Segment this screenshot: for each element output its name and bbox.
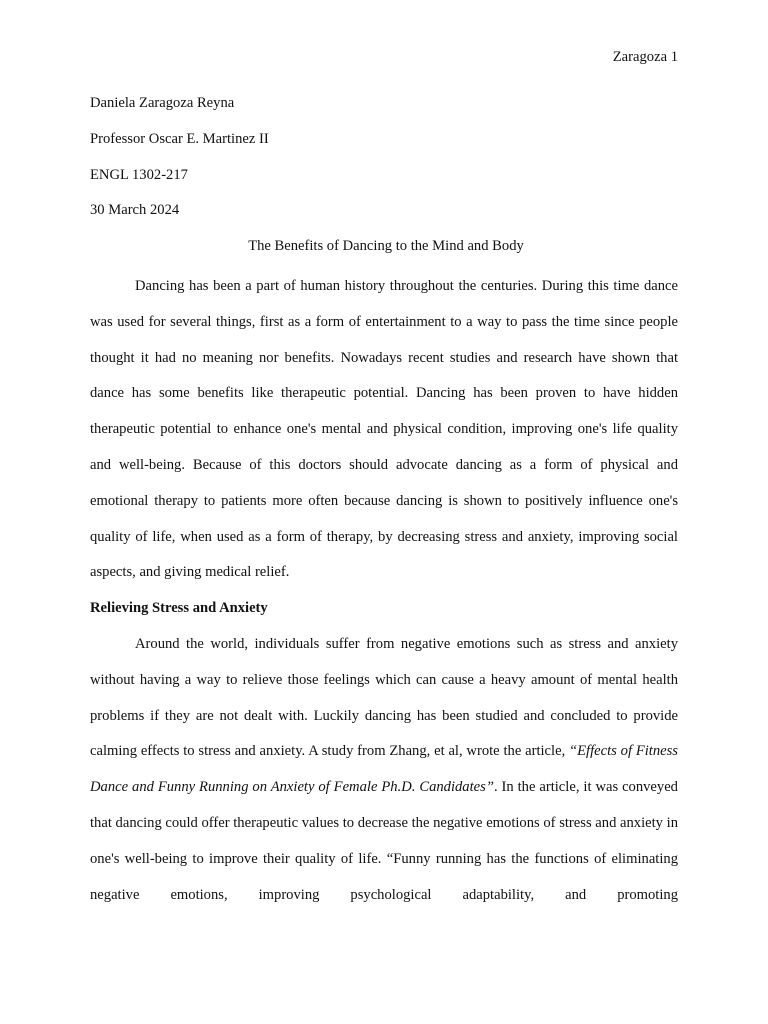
student-name: Daniela Zaragoza Reyna — [90, 95, 235, 111]
paragraph-text-part-1: Around the world, individuals suffer from negative emotions such as stress and anxiety without having a way to relieve those feelings which can cause a heavy amount of mental health problems if they are not dealt with. Luckily dancing has been studied and concluded to provide calming effects to stress and anxiety. A study from Zhang, et al, wrote the article, — [90, 635, 678, 760]
essay-date: 30 March 2024 — [90, 202, 180, 219]
mla-heading — [90, 92, 678, 271]
essay-title: The Benefits of Dancing to the Mind and Body — [248, 238, 524, 255]
article-title: “Effects of Fitness Dance and Funny Running on Anxiety of Female Ph.D. Candidates” — [90, 743, 678, 796]
essay-body — [90, 269, 678, 913]
paragraph-text-part-2: . In the article, it was conveyed that dancing could offer therapeutic values to decrease the negative emotions of stress and anxiety in one's well-being to improve their quality of life. “Funny running has the functions of eliminating negative emotions, improving psychological adaptability, and promoting — [90, 779, 678, 903]
section-heading: Relieving Stress and Anxiety — [90, 600, 268, 617]
body-paragraph — [90, 627, 678, 913]
intro-paragraph: Dancing has been a part of human history throughout the centuries. During this time dance was used for several things, first as a form of entertainment to a way to pass the time since people thought it had no meaning nor benefits. Nowadays recent studies and research have shown that dance has some benefits like therapeutic potential. Dancing has been proven to have hidden therapeutic potential to enhance one's mental and physical condition, improving one's life quality and well-being. Because of this doctors should advocate dancing as a form of physical and emotional therapy to patients more often because dancing is shown to positively influence one's quality of life, when used as a form of therapy, by decreasing stress and anxiety, improving social aspects, and giving medical relief. — [90, 278, 678, 581]
professor-name: Professor Oscar E. Martinez II — [90, 130, 269, 147]
course-code: ENGL 1302-217 — [90, 166, 188, 183]
running-head: Zaragoza 1 — [612, 49, 678, 65]
